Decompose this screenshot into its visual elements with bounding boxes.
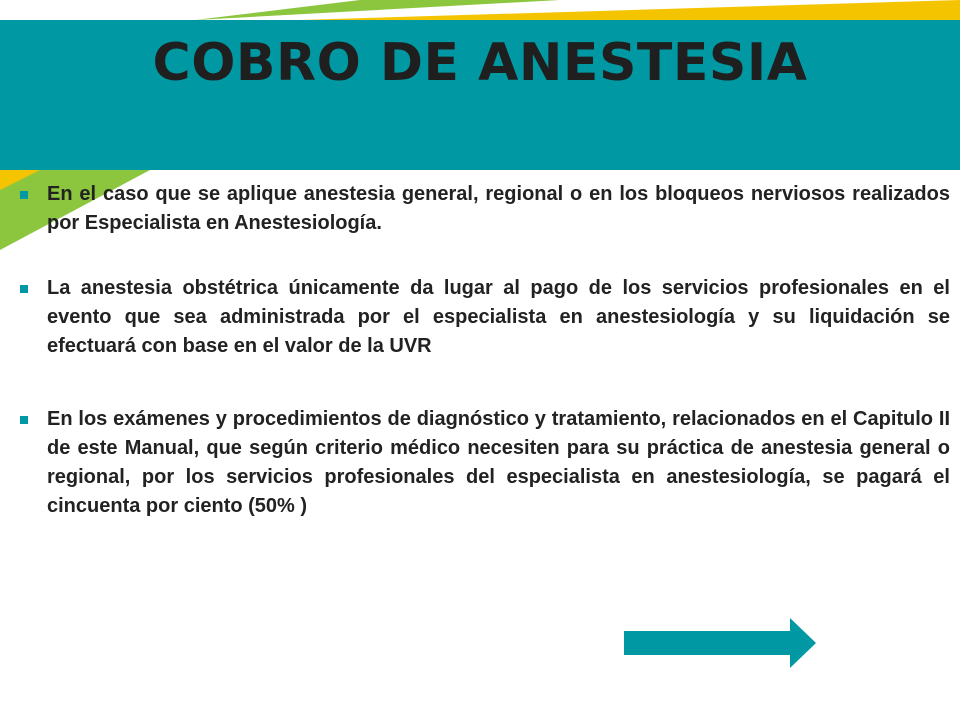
square-bullet-icon [20,285,28,293]
square-bullet-icon [20,191,28,199]
bullet-item [20,180,950,238]
bullet-text: En los exámenes y procedimientos de diagnóstico y tratamiento, relacionados en el Capitulo II de este Manual, que según criterio médico necesiten para su práctica de anestesia general o regional, por los servicios profesionales del especialista en anestesiología, se pagará el cincuenta por ciento (50% ) [47,408,950,517]
bullet-item [20,274,950,361]
bullet-text: La anestesia obstétrica únicamente da lugar al pago de los servicios profesionales en el evento que sea administrada por el especialista en anestesiología y su liquidación se efectuará con base en el valor de la UVR [47,277,950,357]
bullet-text: En el caso que se aplique anestesia general, regional o en los bloqueos nerviosos realizados por Especialista en Anestesiología. [47,183,950,234]
bullet-item [20,405,950,521]
bullet-list [20,180,950,557]
slide-title: COBRO DE ANESTESIA [152,33,808,93]
arrow-shape [624,618,816,668]
square-bullet-icon [20,416,28,424]
right-arrow-icon[interactable] [624,618,816,668]
